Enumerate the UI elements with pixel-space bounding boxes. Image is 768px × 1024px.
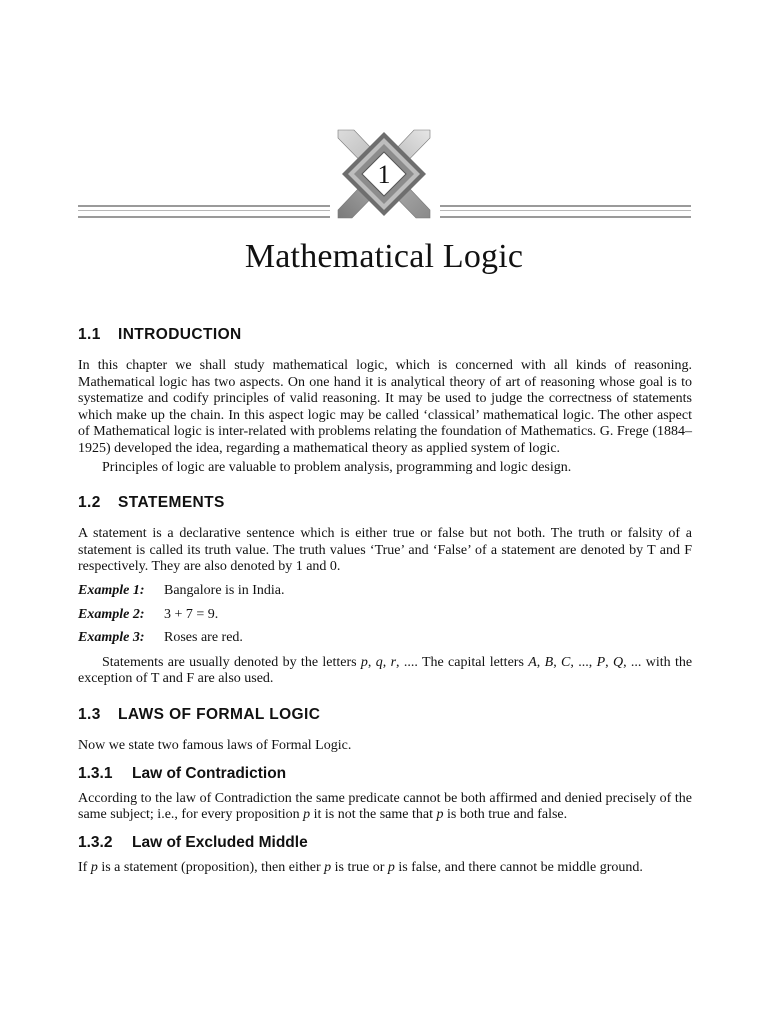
header-rule-left [78, 205, 330, 218]
example-text: 3 + 7 = 9. [164, 606, 219, 622]
example-label: Example 3: [78, 630, 145, 646]
subsection-title: Law of Excluded Middle [132, 833, 308, 851]
subsection-heading-contradiction [78, 765, 692, 783]
example-item [78, 630, 692, 647]
statements-paragraph-2: Statements are usually denoted by the letters p, q, r, .... The capital letters A, B, C, ..., P, Q, ... with the exception of T and F are also used. [78, 654, 693, 687]
subsection-title: Law of Contradiction [132, 764, 287, 782]
section-number: 1.2 [78, 494, 101, 512]
chapter-ornament-icon [332, 126, 436, 222]
example-text: Roses are red. [164, 630, 243, 646]
excluded-middle-paragraph: If p is a statement (proposition), then either p is true or p is false, and there cannot be middle ground. [78, 859, 643, 875]
section-number: 1.3 [78, 705, 101, 723]
example-text: Bangalore is in India. [164, 582, 285, 598]
chapter-body [78, 326, 692, 876]
example-item [78, 583, 692, 600]
chapter-title: Mathematical Logic [244, 238, 524, 275]
statements-paragraph-1: A statement is a declarative sentence which is either true or false but not both. The truth or falsity of a statement is called its truth value. The truth values ‘True’ and ‘False’ of a statement are denoted by T and F respectively. They are also denoted by 1 and 0. [78, 526, 692, 575]
section-heading-laws [78, 706, 692, 724]
section-number: 1.1 [78, 326, 101, 343]
intro-paragraph-2: Principles of logic are valuable to problem analysis, programming and logic design. [102, 459, 572, 475]
section-title: STATEMENTS [118, 494, 225, 512]
header-rule-right [440, 205, 691, 218]
example-label: Example 2: [78, 606, 145, 622]
intro-paragraph-1: In this chapter we shall study mathematical logic, which is concerned with all kinds of reasoning. Mathematical logic has two aspects. On one hand it is analytical theory of art of reasoning whose goal is to systematize and codify principles of valid reasoning. It may be used to judge the correctness of statements which make up the chain. In this aspect logic may be called ‘classical’ mathematical logic. The other aspect of Mathematical logic is inter-related with problems relating the foundation of Mathematics. G. Frege (1884–1925) developed the idea, regarding a mathematical theory as applied system of logic. [78, 358, 692, 456]
section-title: INTRODUCTION [118, 326, 242, 343]
chapter-number: 1 [377, 160, 391, 189]
example-item [78, 607, 692, 624]
subsection-number: 1.3.1 [78, 764, 113, 782]
laws-paragraph-1: Now we state two famous laws of Formal Logic. [78, 737, 352, 753]
subsection-heading-excluded-middle [78, 834, 692, 852]
contradiction-paragraph: According to the law of Contradiction the same predicate cannot be both affirmed and denied precisely of the same subject; i.e., for every proposition p it is not the same that p is both true and false. [78, 790, 692, 823]
subsection-number: 1.3.2 [78, 833, 113, 851]
section-heading-introduction [78, 326, 692, 344]
section-title: LAWS OF FORMAL LOGIC [118, 705, 321, 723]
example-label: Example 1: [78, 582, 145, 598]
section-heading-statements [78, 494, 692, 512]
